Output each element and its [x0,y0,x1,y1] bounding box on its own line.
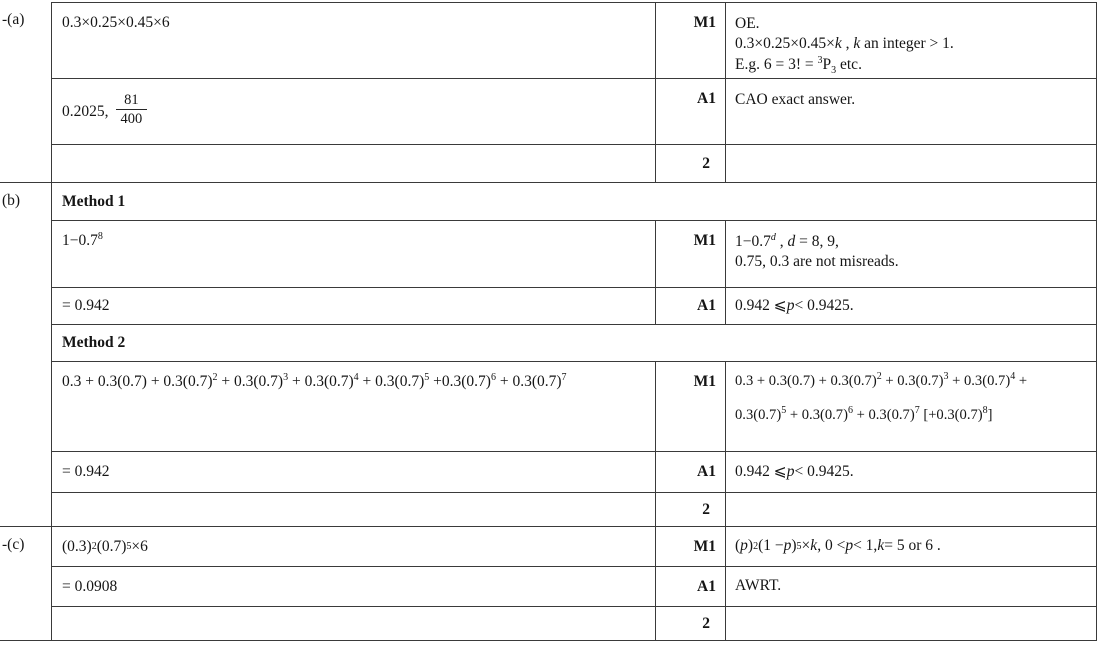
total-marks-c: 2 [656,607,726,641]
part-label-a: -(a) [0,2,52,183]
comment-cell-a-total [726,145,1097,183]
mark-cell-a-a1: A1 [656,79,726,145]
part-label-c: -(c) [0,527,52,641]
working-cell-a-m1: 0.3×0.25×0.45×6 [52,2,656,79]
comment-cell-b2-a1: 0.942 ⩽ p < 0.9425. [726,452,1097,493]
mark-cell-c-m1: M1 [656,527,726,567]
working-cell-b2-a1: = 0.942 [52,452,656,493]
mark-cell-c-a1: A1 [656,567,726,607]
mark-cell-b1-m1: M1 [656,221,726,288]
working-cell-a-a1: 0.2025, $\frac{81}{400}$ [52,79,656,145]
working-cell-c-m1: (0.3) 2 (0.7) 5 ×6 [52,527,656,567]
method-1-header: Method 1 [52,183,1097,221]
mark-scheme-table [0,2,1097,641]
comment-cell-a-a1: CAO exact answer. [726,79,1097,145]
working-cell-b2-m1: $0.3 + 0.3(0.7) + 0.3(0.7)^2 + 0.3(0.7)^3 + 0.3(0.7)^4 + 0.3(0.7)^5 +0.3(0.7)^6 + 0.3(0.7)^7$ [52,362,656,452]
comment-cell-c-total [726,607,1097,641]
mark-cell-b2-m1: M1 [656,362,726,452]
working-cell-b-total [52,493,656,527]
part-label-b: (b) [0,183,52,527]
comment-cell-b2-m1: $0.3 + 0.3(0.7) + 0.3(0.7)^2 + 0.3(0.7)^3 + 0.3(0.7)^4$ + $0.3(0.7)^5 + 0.3(0.7)^6 + 0.3(0.7)^7$ $[+0.3(0.7)^8]$ [726,362,1097,452]
comment-cell-c-a1: AWRT. [726,567,1097,607]
working-cell-c-total [52,607,656,641]
working-cell-b1-m1: $1-0.7^8$ [52,221,656,288]
total-marks-b: 2 [656,493,726,527]
working-cell-b1-a1: = 0.942 [52,288,656,325]
total-marks-a: 2 [656,145,726,183]
mark-cell-b2-a1: A1 [656,452,726,493]
method-2-header: Method 2 [52,325,1097,362]
comment-cell-b1-a1: 0.942 ⩽ p < 0.9425. [726,288,1097,325]
working-cell-c-a1: = 0.0908 [52,567,656,607]
mark-cell-b1-a1: A1 [656,288,726,325]
comment-cell-c-m1: ( p ) 2 (1 − p ) 5 × k , 0 < p < 1, k = 5 or 6 . [726,527,1097,567]
comment-cell-a-m1: OE. 0.3×0.25×0.45×k , k an integer > 1. E.g. 6 = 3! = $^3P_3$ etc. [726,2,1097,79]
working-cell-a-total [52,145,656,183]
comment-cell-b1-m1: 1−0.7$^d$ , d = 8, 9, 0.75, 0.3 are not misreads. [726,221,1097,288]
mark-cell-a-m1: M1 [656,2,726,79]
comment-cell-b-total [726,493,1097,527]
